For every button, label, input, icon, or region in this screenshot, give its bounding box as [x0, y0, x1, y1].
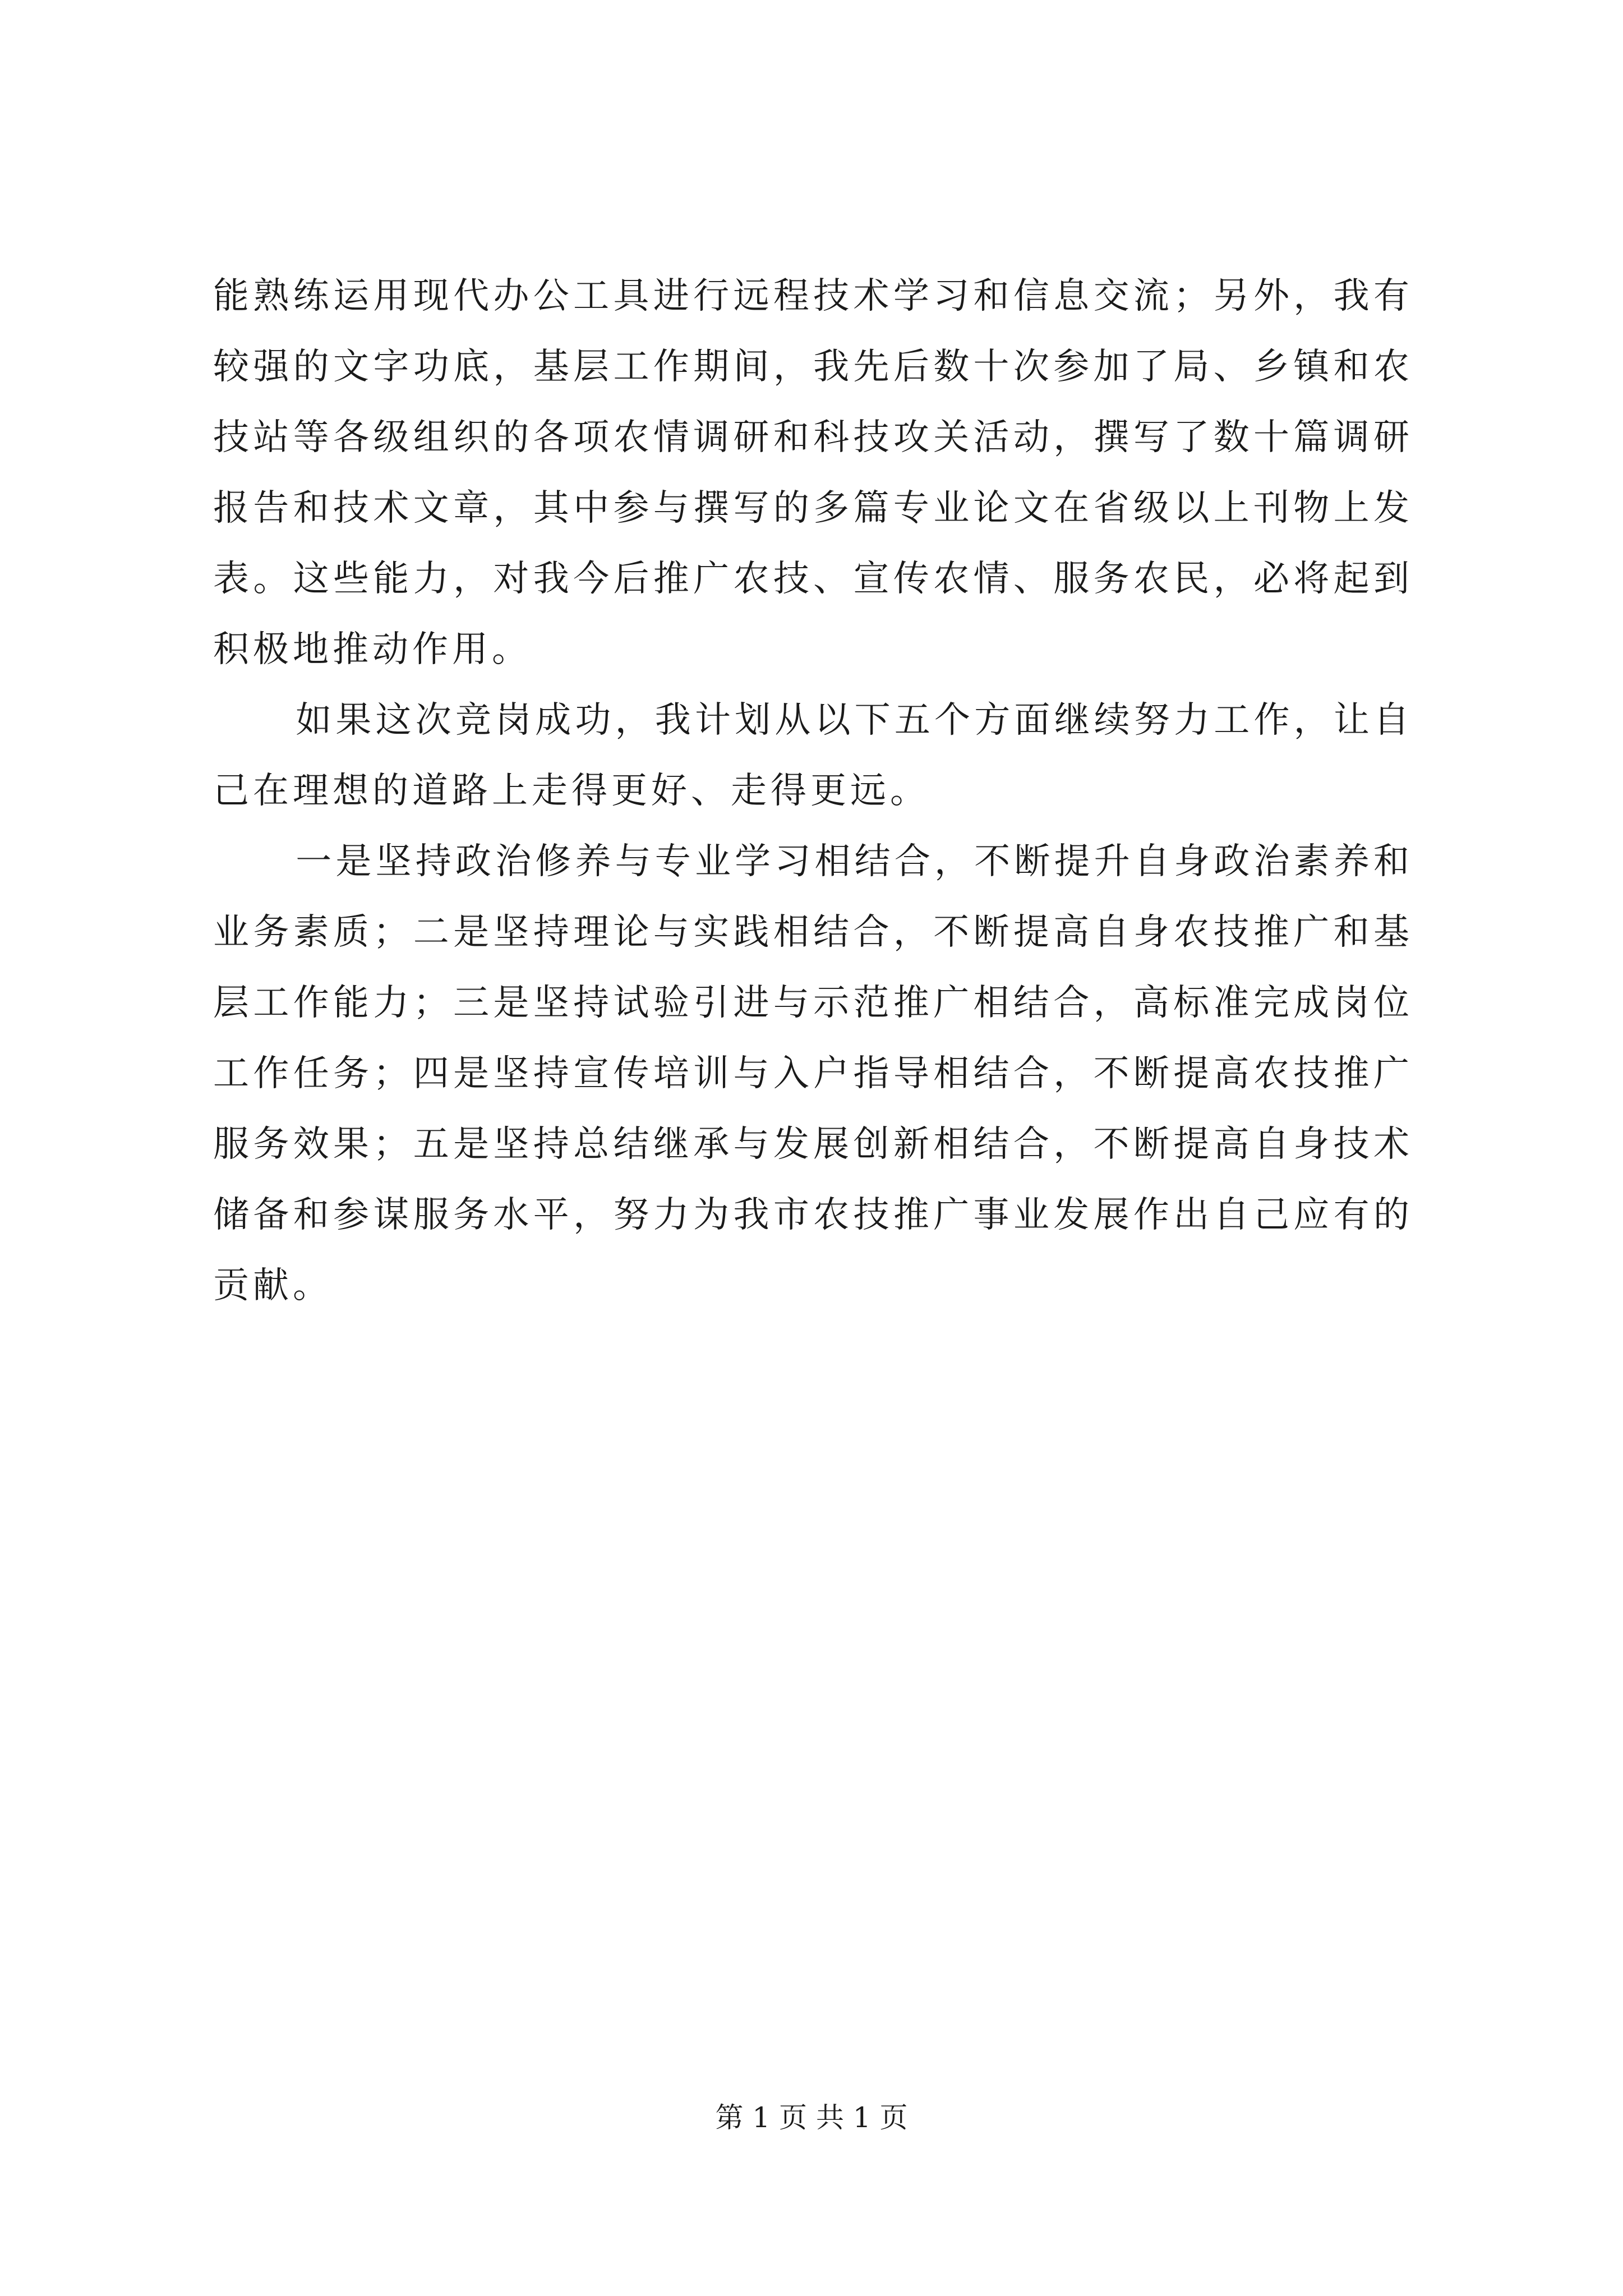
paragraph-2: 如果这次竞岗成功，我计划从以下五个方面继续努力工作，让自己在理想的道路上走得更好、走得更远。	[213, 700, 1413, 812]
page-number-footer: 第 1 页 共 1 页	[715, 2101, 908, 2134]
document-body	[213, 261, 1413, 1321]
paragraph-1: 能熟练运用现代办公工具进行远程技术学习和信息交流；另外，我有较强的文字功底，基层工作期间，我先后数十次参加了局、乡镇和农技站等各级组织的各项农情调研和科技攻关活动，撰写了数十篇调研报告和技术文章，其中参与撰写的多篇专业论文在省级以上刊物上发表。这些能力，对我今后推广农技、宣传农情、服务农民，必将起到积极地推动作用。	[213, 275, 1413, 670]
paragraph-3: 一是坚持政治修养与专业学习相结合，不断提升自身政治素养和业务素质；二是坚持理论与实践相结合，不断提高自身农技推广和基层工作能力；三是坚持试验引进与示范推广相结合，高标准完成岗位工作任务；四是坚持宣传培训与入户指导相结合，不断提高农技推广服务效果；五是坚持总结继承与发展创新相结合，不断提高自身技术储备和参谋服务水平，努力为我市农技推广事业发展作出自己应有的贡献。	[213, 841, 1413, 1306]
